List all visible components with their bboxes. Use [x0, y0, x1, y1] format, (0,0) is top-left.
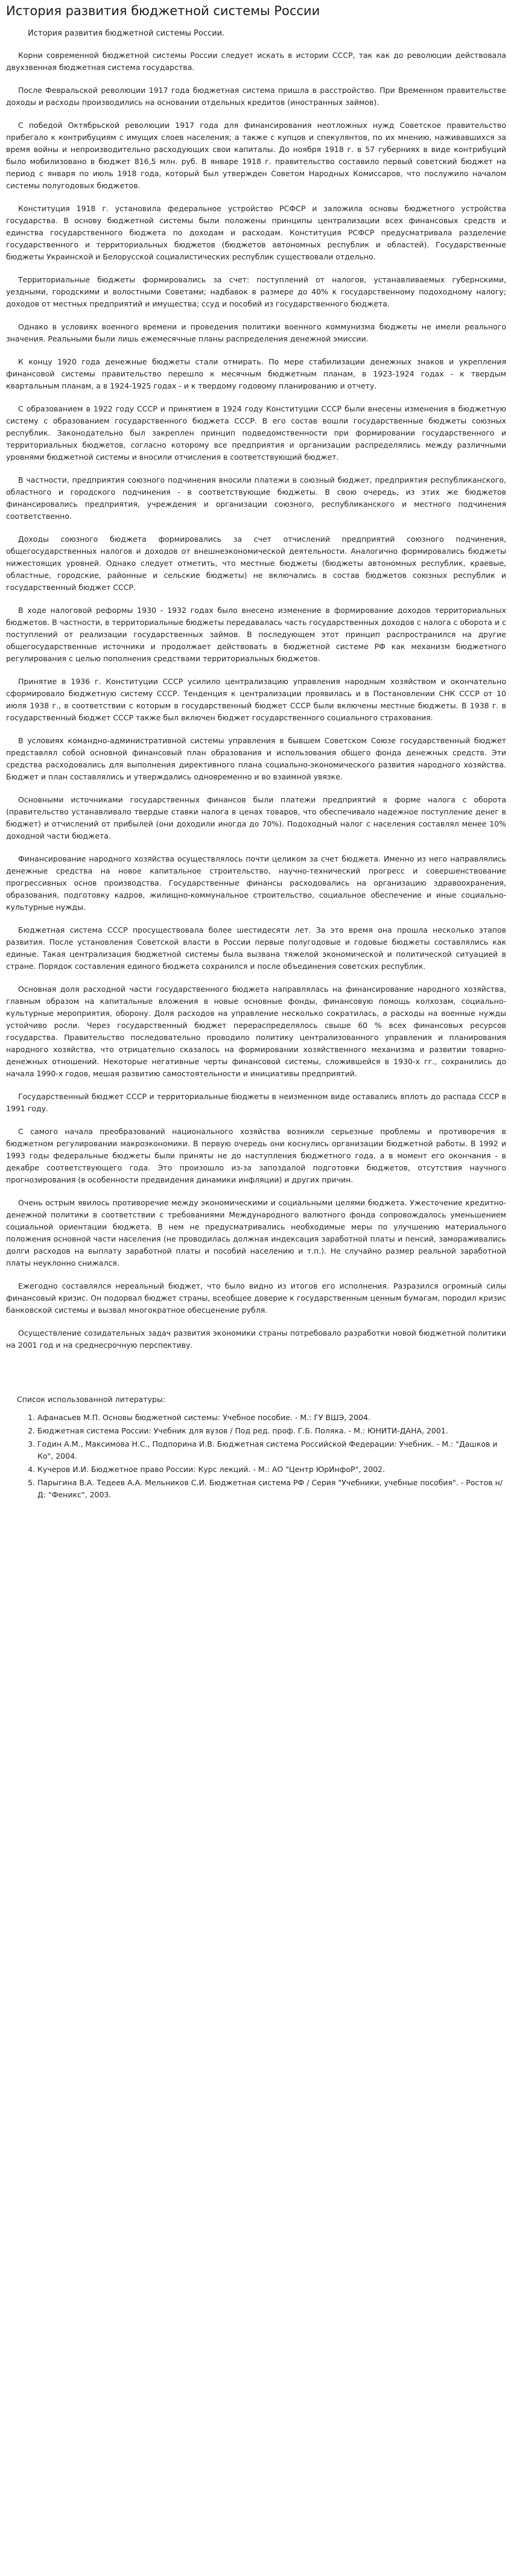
body-paragraph: Основная доля расходной части государственного бюджета направлялась на финансирование народного хозяйства, главным образом на капитальные вложения в новые основные фонды, финансовую помощь колхозам, социально-культурные мероприятия, оборону. Доля расходов на управление несколько сократилась, а расходы на военные нужды устойчиво росли. Через государственный бюджет перераспределялось свыше 60 % всех финансовых ресурсов государства. Правительство последовательно проводило политику централизованного управления и планирования народного хозяйства, что отрицательно сказалось на формировании хозяйственного механизма и развитии товарно-денежных отношений. Некоторые негативные черты финансовой системы, сложившейся в 1930-х гг., сохранились до начала 1990-х годов, мешая развитию самостоятельности и инициативы предприятий.: [6, 985, 506, 1078]
references-list: [6, 1412, 506, 1501]
body-paragraph: Корни современной бюджетной системы России следует искать в истории СССР, так как до революции действовала двухзвенная бюджетная система государства.: [6, 51, 506, 72]
reference-item: 5. Парыгина В.А. Тедеев А.А. Мельников С.И. Бюджетная система РФ / Серия "Учебники, учебные пособия". - Ростов н/Д: "Феникс", 2003.: [37, 1477, 506, 1501]
document-body: [6, 49, 506, 1351]
body-paragraph: Принятие в 1936 г. Конституции СССР усилило централизацию управления народным хозяйством и окончательно сформировало бюджетную систему СССР. Тенденция к централизации проявилась и в Постановлении СНК СССР от 10 июля 1938 г., в соответствии с которым в государственный бюджет СССР были включены местные бюджеты. В 1938 г. в государственный бюджет СССР также был включен бюджет государственного социального страхования.: [6, 677, 506, 722]
body-paragraph: Бюджетная система СССР просуществовала более шестидесяти лет. За это время она прошла несколько этапов развития. После установления Советской власти в России первые полугодовые и годовые бюджеты составлялись как единые. Такая централизация бюджетной системы была вызвана тяжелой экономической и политической ситуацией в стране. Порядок составления единого бюджета сохранился и после объединения советских республик.: [6, 925, 506, 971]
reference-item: 1. Афанасьев М.П. Основы бюджетной системы: Учебное пособие. - М.: ГУ ВШЭ, 2004.: [37, 1412, 506, 1424]
references-title: Список использованной литературы:: [17, 1395, 166, 1404]
body-paragraph: Основными источниками государственных финансов были платежи предприятий в форме налога с оборота (правительство устанавливало твердые ставки налога в ценах товаров, что обеспечивало надежное поступление денег в бюджет) и отчислений от прибылей (они доходили иногда до 70%). Подоходный налог с населения составлял менее 10% доходной части бюджета.: [6, 795, 506, 840]
document-subtitle: История развития бюджетной системы России.: [28, 29, 225, 38]
body-paragraph: Очень острым явилось противоречие между экономическими и социальными целями бюджета. Ужесточение кредитно-денежной политики в соответствии с требованиями Международного валютного фонда сопровождалось уменьшением социальной ориентации бюджета. В нем не предусматривались необходимые меры по улучшению материального положения основной части населения (не проводилась должная индексация заработной платы и пенсий, замораживались долги расходов на выплату заработной платы и пособий населению и т.п.). Не случайно размер реальной заработной платы неуклонно снижался.: [6, 1198, 506, 1267]
body-paragraph: Осуществление созидательных задач развития экономики страны потребовало разработки новой бюджетной политики на 2001 год и на среднесрочную перспективу.: [6, 1328, 506, 1350]
page-title: История развития бюджетной системы России: [6, 4, 320, 18]
body-paragraph: Государственный бюджет СССР и территориальные бюджеты в неизменном виде оставались вплоть до распада СССР в 1991 году.: [6, 1092, 506, 1113]
reference-item: 3. Годин А.М., Максимова Н.С., Подпорина И.В. Бюджетная система Российской Федерации: Учебник. - М.: "Дашков и Ко", 2004.: [37, 1438, 506, 1462]
body-paragraph: Конституция 1918 г. установила федеральное устройство РСФСР и заложила основы бюджетного устройства государства. В основу бюджетной системы были положены принципы централизации всех финансовых средств и единства государственного бюджета по доходам и расходам. Конституция РСФСР предусматривала разделение государственного и территориальных бюджетов (бюджетов автономных республик и областей). Государственные бюджеты Украинской и Белорусской социалистических республик существовали отдельно.: [6, 204, 506, 261]
body-paragraph: Доходы союзного бюджета формировались за счет отчислений предприятий союзного подчинения, общегосударственных налогов и доходов от внешнеэкономической деятельности. Аналогично формировались бюджеты нижестоящих уровней. Однако следует отметить, что местные бюджеты (бюджеты автономных республик, краевые, областные, городские, районные и сельские бюджеты) не включались в состав бюджетов союзных республик и государственный бюджет СССР.: [6, 535, 506, 592]
reference-item: 4. Кучеров И.И. Бюджетное право России: Курс лекций. - М.: АО "Центр ЮрИнфоР", 2002.: [37, 1464, 506, 1476]
body-paragraph: В ходе налоговой реформы 1930 - 1932 годах было внесено изменение в формирование доходов территориальных бюджетов. В частности, в территориальные бюджеты передавалась часть государственных доходов с налога с оборота и с поступлений от реализации государственных займов. В последующем этот принцип распространился на другие общегосударственные источники и продолжает действовать в бюджетной системе РФ как механизм бюджетного регулирования с целью пополнения средствами территориальных бюджетов.: [6, 606, 506, 663]
body-paragraph: С самого начала преобразований национального хозяйства возникли серьезные проблемы и противоречия в бюджетном регулировании макроэкономики. В первую очередь они коснулись организации бюджетной работы. В 1992 и 1993 годы федеральные бюджеты были приняты не до наступления бюджетного года, а в момент его окончания - в декабре соответствующего года. Это произошло из-за запоздалой подготовки бюджетов, отсутствия научного прогнозирования (в особенности предвидения динамики инфляции) и других причин.: [6, 1127, 506, 1184]
body-paragraph: К концу 1920 года денежные бюджеты стали отмирать. По мере стабилизации денежных знаков и укрепления финансовой системы правительство перешло к месячным бюджетным планам, в 1923-1924 годах - к твердым квартальным планам, а в 1924-1925 годах - и к твердому годовому планированию и отчету.: [6, 357, 506, 390]
references-section: [6, 1394, 506, 1501]
body-paragraph: С образованием в 1922 году СССР и принятием в 1924 году Конституции СССР были внесены изменения в бюджетную систему с образованием государственного бюджета СССР. В его состав вошли государственные бюджеты союзных республик. Законодательно был закреплен принцип подведомственности при формировании государственного и территориальных бюджетов, согласно которому все предприятия и организации распределялись между различными уровнями бюджетной системы и вносили отчисления в соответствующий бюджет.: [6, 404, 506, 462]
body-paragraph: В частности, предприятия союзного подчинения вносили платежи в союзный бюджет, предприятия республиканского, областного и городского подчинения - в соответствующие бюджеты. В свою очередь, из этих же бюджетов финансировались предприятия, учреждения и организации союзного, республиканского и местного подчинения соответственно.: [6, 475, 506, 521]
body-paragraph: Ежегодно составлялся нереальный бюджет, что было видно из итогов его исполнения. Разразился огромный силы финансовый кризис. Он подорвал бюджет страны, всеобщее доверие к государственным ценным бумагам, породил кризис банковской системы и вызвал многократное обесценение рубля.: [6, 1281, 506, 1315]
body-paragraph: В условиях командно-административной системы управления в бывшем Советском Союзе государственный бюджет представлял собой основной финансовый план образования и использования общего фонда денежных средств. Эти средства расходовались для выполнения директивного плана социально-экономического развития народного хозяйства. Бюджет и план составлялись и утверждались одновременно и во взаимной увязке.: [6, 736, 506, 781]
body-paragraph: Финансирование народного хозяйства осуществлялось почти целиком за счет бюджета. Именно из него направлялись денежные средства на новое капитальное строительство, научно-технический прогресс и совершенствование прогрессивных основ производства. Государственные финансы расходовались на организацию здравоохранения, образования, подготовку кадров, жилищно-коммунальное строительство, социальное обеспечение и иные социально-культурные нужды.: [6, 854, 506, 912]
body-paragraph: С победой Октябрьской революции 1917 года для финансирования неотложных нужд Советское правительство прибегало к контрибуциям с имущих слоев населения; а также с купцов и спекулянтов, по их мнению, наживавшихся за время войны и непроизводительно расходующих свои капиталы. До ноября 1918 г. в 57 губерниях в виде контрибуций было мобилизовано в бюджет 816,5 млн. руб. В январе 1918 г. правительство составило первый советский бюджет на период с января по июль 1918 года, который был утвержден Советом Народных Комиссаров, что послужило началом системы полугодовых бюджетов.: [6, 121, 506, 190]
body-paragraph: Территориальные бюджеты формировались за счет: поступлений от налогов, устанавливаемых губернскими, уездными, городскими и волостными Советами; надбавок в размере до 40% к государственному подоходному налогу; доходов от местных предприятий и имущества; ссуд и пособий из государственного бюджета.: [6, 275, 506, 308]
body-paragraph: После Февральской революции 1917 года бюджетная система пришла в расстройство. При Временном правительстве доходы и расходы производились на основании отдельных кредитов (иностранных займов).: [6, 86, 506, 107]
reference-item: 2. Бюджетная система России: Учебник для вузов / Под ред. проф. Г.Б. Поляка. - М.: ЮНИТИ-ДАНА, 2001.: [37, 1425, 506, 1437]
body-paragraph: Однако в условиях военного времени и проведения политики военного коммунизма бюджеты не имели реального значения. Реальными были лишь ежемесячные планы распределения денежной эмиссии.: [6, 322, 506, 343]
